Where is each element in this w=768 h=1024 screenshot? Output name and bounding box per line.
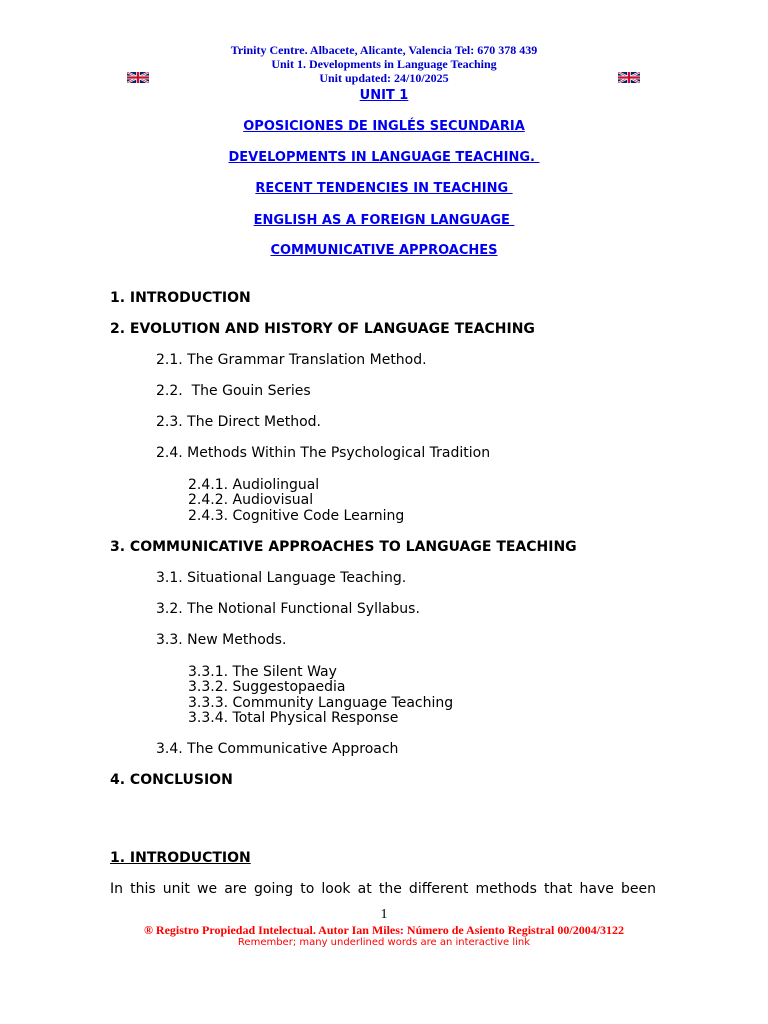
- copyright-notice: ® Registro Propiedad Intelectual. Autor Ian Miles: Número de Asiento Registral 00/2004/3122: [143, 923, 625, 937]
- toc-item-3-3-2: 3.3.2. Suggestopaedia: [188, 679, 346, 695]
- toc-section-3: 3. COMMUNICATIVE APPROACHES TO LANGUAGE TEACHING: [110, 539, 577, 555]
- toc-item-3-3-1: 3.3.1. The Silent Way: [188, 664, 337, 680]
- toc-section-4: 4. CONCLUSION: [110, 772, 233, 788]
- tendencies-title-link[interactable]: RECENT TENDENCIES IN TEACHING: [255, 181, 513, 196]
- toc-item-3-3: 3.3. New Methods.: [156, 632, 287, 648]
- toc-item-2-4: 2.4. Methods Within The Psychological Tradition: [156, 445, 491, 461]
- header-contact-line: Trinity Centre. Albacete, Alicante, Valencia Tel: 670 378 439: [230, 43, 538, 57]
- toc-item-2-4-3: 2.4.3. Cognitive Code Learning: [188, 508, 405, 524]
- toc-item-3-1: 3.1. Situational Language Teaching.: [156, 570, 407, 586]
- toc-item-2-4-1: 2.4.1. Audiolingual: [188, 477, 320, 493]
- toc-item-2-1: 2.1. The Grammar Translation Method.: [156, 352, 427, 368]
- oposiciones-title-link[interactable]: OPOSICIONES DE INGLÉS SECUNDARIA: [243, 119, 525, 134]
- uk-flag-icon[interactable]: [127, 72, 149, 83]
- toc-item-3-3-4: 3.3.4. Total Physical Response: [188, 710, 399, 726]
- uk-flag-icon[interactable]: [618, 72, 640, 83]
- toc-item-3-4: 3.4. The Communicative Approach: [156, 741, 399, 757]
- interactive-link-note: Remember; many underlined words are an interactive link: [237, 937, 531, 948]
- header-unit-line: Unit 1. Developments in Language Teaching: [271, 57, 497, 71]
- toc-item-2-4-2: 2.4.2. Audiovisual: [188, 492, 314, 508]
- toc-item-3-3-3: 3.3.3. Community Language Teaching: [188, 695, 454, 711]
- unit-title-link[interactable]: UNIT 1: [359, 88, 409, 103]
- page-number: 1: [380, 907, 388, 922]
- toc-item-2-3: 2.3. The Direct Method.: [156, 414, 321, 430]
- introduction-paragraph: In this unit we are going to look at the different methods that have been: [110, 881, 656, 897]
- developments-title-link[interactable]: DEVELOPMENTS IN LANGUAGE TEACHING.: [228, 150, 540, 165]
- toc-item-2-2: 2.2. The Gouin Series: [156, 383, 311, 399]
- efl-title-link[interactable]: ENGLISH AS A FOREIGN LANGUAGE: [253, 213, 515, 228]
- toc-section-2: 2. EVOLUTION AND HISTORY OF LANGUAGE TEACHING: [110, 321, 535, 337]
- introduction-heading: 1. INTRODUCTION: [110, 850, 251, 866]
- toc-section-1: 1. INTRODUCTION: [110, 290, 251, 306]
- communicative-title-link[interactable]: COMMUNICATIVE APPROACHES: [270, 243, 498, 258]
- toc-item-3-2: 3.2. The Notional Functional Syllabus.: [156, 601, 420, 617]
- header-updated-line: Unit updated: 24/10/2025: [319, 71, 449, 85]
